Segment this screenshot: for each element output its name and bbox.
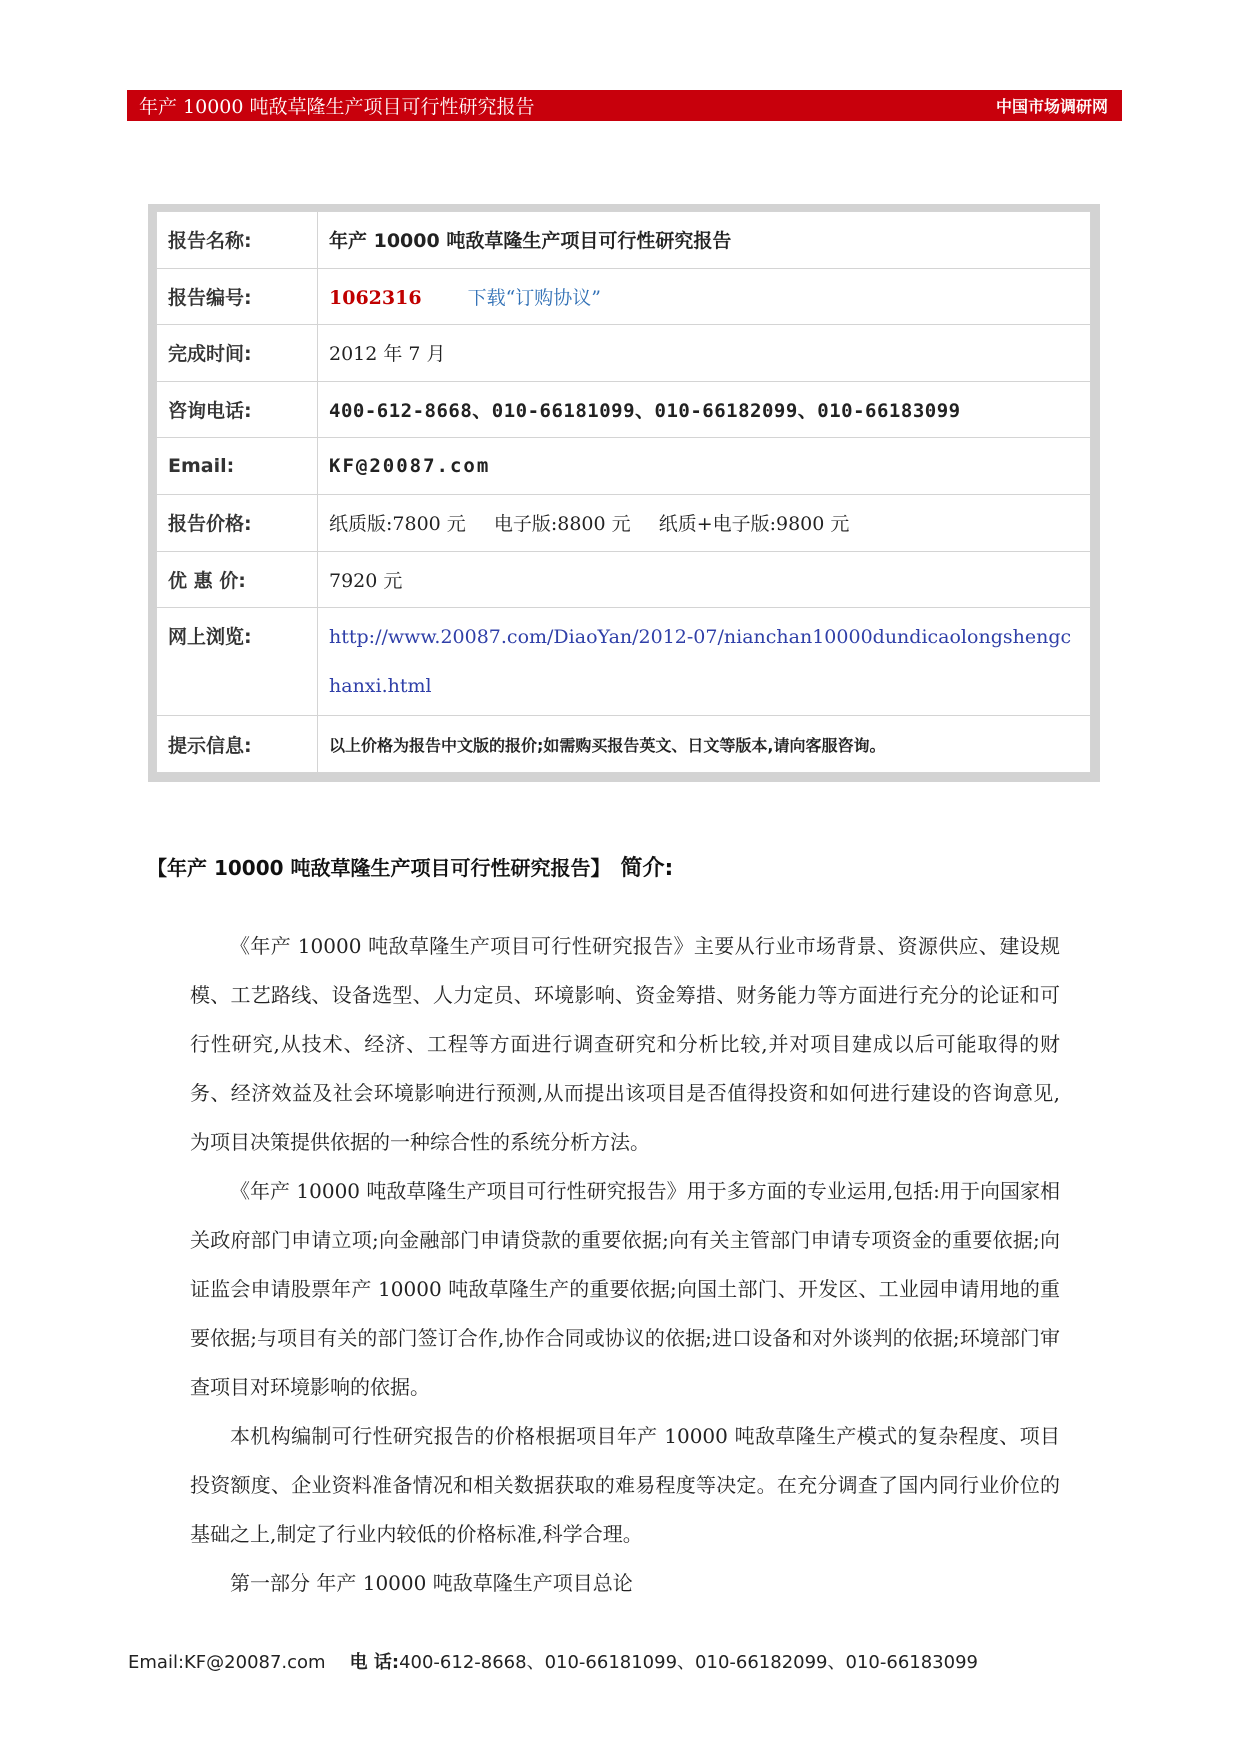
row-report-name bbox=[157, 212, 1091, 269]
label-notice: 提示信息: bbox=[157, 716, 318, 773]
header-bar bbox=[127, 90, 1122, 121]
row-phone bbox=[157, 381, 1091, 438]
label-price: 报告价格: bbox=[157, 494, 318, 551]
footer bbox=[128, 1648, 1118, 1674]
value-price bbox=[318, 494, 1091, 551]
value-report-code bbox=[318, 268, 1091, 325]
report-info-box bbox=[148, 204, 1100, 782]
label-phone: 咨询电话: bbox=[157, 381, 318, 438]
row-discount bbox=[157, 551, 1091, 608]
row-email bbox=[157, 438, 1091, 495]
price-both: 纸质+电子版:9800 元 bbox=[658, 513, 850, 536]
row-report-code bbox=[157, 268, 1091, 325]
header-title: 年产 10000 吨敌草隆生产项目可行性研究报告 bbox=[139, 96, 535, 118]
footer-tel-value: 400-612-8668、010-66181099、010-66182099、010-66183099 bbox=[399, 1652, 978, 1673]
phone-numbers: 400-612-8668、010-66181099、010-66182099、010-66183099 bbox=[329, 400, 961, 423]
paragraph-2: 《年产 10000 吨敌草隆生产项目可行性研究报告》用于多方面的专业运用,包括:用于向国家相关政府部门申请立项;向金融部门申请贷款的重要依据;向有关主管部门申请专项资金的重要依据;向证监会申请股票年产 10000 吨敌草隆生产的重要依据;向国土部门、开发区、工业园申请用地的重要依据;与项目有关的部门签订合作,协作合同或协议的依据;进口设备和对外谈判的依据;环境部门审查项目对环境影响的依据。 bbox=[190, 1179, 1060, 1399]
footer-email: Email:KF@20087.com bbox=[128, 1652, 326, 1673]
notice-text: 以上价格为报告中文版的报价;如需购买报告英文、日文等版本,请向客服咨询。 bbox=[329, 735, 886, 755]
label-report-code: 报告编号: bbox=[157, 268, 318, 325]
paragraph-3: 本机构编制可行性研究报告的价格根据项目年产 10000 吨敌草隆生产模式的复杂程度、项目投资额度、企业资料准备情况和相关数据获取的难易程度等决定。在充分调查了国内同行业价位的基础之上,制定了行业内较低的价格标准,科学合理。 bbox=[190, 1424, 1060, 1546]
value-report-name bbox=[318, 212, 1091, 269]
value-notice bbox=[318, 716, 1091, 773]
section-heading-title: 【年产 10000 吨敌草隆生产项目可行性研究报告】 bbox=[147, 856, 611, 880]
label-report-name: 报告名称: bbox=[157, 212, 318, 269]
body-text bbox=[190, 922, 1060, 1608]
report-code: 1062316 bbox=[329, 286, 422, 309]
price-paper: 纸质版:7800 元 bbox=[329, 513, 466, 536]
header-site-name: 中国市场调研网 bbox=[995, 97, 1108, 116]
value-email bbox=[318, 438, 1091, 495]
report-info-table bbox=[156, 211, 1091, 773]
download-agreement-link[interactable]: 下载“订购协议” bbox=[467, 286, 602, 309]
row-price bbox=[157, 494, 1091, 551]
label-discount: 优 惠 价: bbox=[157, 551, 318, 608]
footer-tel-label: 电 话: bbox=[349, 1652, 400, 1673]
online-url-link[interactable]: http://www.20087.com/DiaoYan/2012-07/nianchan10000dundicaolongshengchanxi.html bbox=[329, 625, 1072, 697]
email-address[interactable]: KF@20087.com bbox=[329, 455, 491, 478]
section-heading bbox=[147, 851, 673, 882]
row-completion-time bbox=[157, 325, 1091, 382]
value-online bbox=[318, 608, 1091, 716]
completion-time: 2012 年 7 月 bbox=[318, 325, 1091, 382]
label-email: Email: bbox=[157, 438, 318, 495]
report-name: 年产 10000 吨敌草隆生产项目可行性研究报告 bbox=[329, 230, 732, 253]
paragraph-4: 第一部分 年产 10000 吨敌草隆生产项目总论 bbox=[230, 1571, 633, 1595]
row-online bbox=[157, 608, 1091, 716]
label-completion-time: 完成时间: bbox=[157, 325, 318, 382]
discount-price: 7920 元 bbox=[318, 551, 1091, 608]
price-electronic: 电子版:8800 元 bbox=[493, 513, 631, 536]
value-phone bbox=[318, 381, 1091, 438]
paragraph-1: 《年产 10000 吨敌草隆生产项目可行性研究报告》主要从行业市场背景、资源供应、建设规模、工艺路线、设备选型、人力定员、环境影响、资金筹措、财务能力等方面进行充分的论证和可行性研究,从技术、经济、工程等方面进行调查研究和分析比较,并对项目建成以后可能取得的财务、经济效益及社会环境影响进行预测,从而提出该项目是否值得投资和如何进行建设的咨询意见,为项目决策提供依据的一种综合性的系统分析方法。 bbox=[190, 934, 1060, 1154]
section-heading-intro: 简介: bbox=[620, 856, 674, 881]
row-notice bbox=[157, 716, 1091, 773]
label-online: 网上浏览: bbox=[157, 608, 318, 716]
